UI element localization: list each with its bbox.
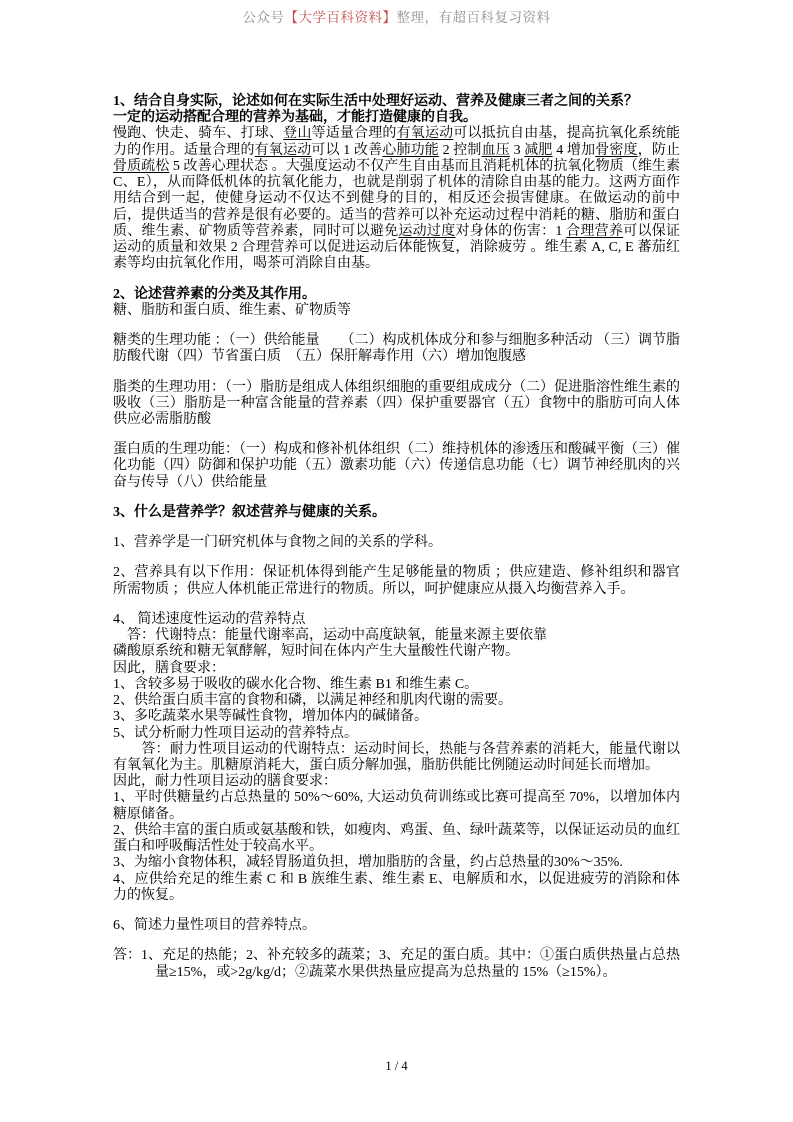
- text-run: 4 增加: [552, 142, 596, 158]
- paragraph: [113, 872, 680, 904]
- text-run: 答：代谢特点：能量代谢率高，运动中高度缺氧，能量来源主要依靠: [113, 628, 547, 644]
- text-run: 1、平时供糖量约占总热量的 50%～60%, 大运动负荷训练或比赛可提高至 70%，以增加体内糖原储备。: [113, 790, 680, 822]
- text-run: 3、什么是营养学？叙述营养与健康的关系。: [113, 504, 386, 520]
- text-run: 等适量合理的: [311, 126, 397, 142]
- paragraph: [113, 644, 680, 660]
- text-run: 2、供给蛋白质丰富的食物和磷，以满足神经和肌肉代谢的需要。: [113, 693, 512, 709]
- paragraph: [113, 661, 680, 677]
- question-heading: [113, 505, 680, 521]
- text-run: ，防止: [637, 142, 681, 158]
- text-run: 有氧运动: [396, 126, 454, 142]
- text-run: 2、供给丰富的蛋白质或氨基酸和铁，如瘦肉、鸡蛋、鱼、绿叶蔬菜等，以保证运动员的血红蛋白和呼吸酶活性处于较高水平。: [113, 822, 680, 855]
- text-run: 有氧运动: [254, 142, 312, 158]
- paragraph: [113, 333, 680, 365]
- text-run: 3、为缩小食物体积，减轻胃肠道负担，增加脂肪的含量，约占总热量的30%～35%.: [113, 855, 623, 871]
- text-run: 合理营养: [566, 223, 624, 239]
- paragraph: [113, 742, 680, 774]
- paragraph: [113, 774, 680, 790]
- paragraph: [113, 693, 680, 709]
- text-run: 答：耐力性项目运动的代谢特点：运动时间长，热能与各营养素的消耗大，能量代谢以有氧氧化为主。肌糖原消耗大，蛋白质分解加强，脂肪供能比例随运动时间延长而增加。: [113, 741, 680, 773]
- paragraph: [113, 380, 680, 429]
- text-run: 运动过度: [398, 223, 456, 239]
- text-run: 血压: [481, 142, 510, 158]
- text-run: 可以保证运动的质量和效果 2 合理营养可以促进运动后体能恢复，消除疲劳 。维生素 A, C, E 蕃茄红素等均由抗氧化作用，喝茶可消除自由基。: [113, 223, 681, 272]
- text-run: 骨密度: [595, 142, 638, 158]
- text-run: 4、应供给充足的维生素 C 和 B 族维生素、维生素 E、电解质和水，以促进疲劳的消除和体力的恢复。: [113, 871, 680, 903]
- header-text-run: 整理，有超百科复习资料: [396, 10, 551, 25]
- text-run: 因此，膳食要求：: [113, 660, 225, 676]
- text-run: 蛋白质的生理功能：（一）构成和修补机体组织（二）维持机体的渗透压和酸碱平衡（三）催化功能（四）防御和保护功能（五）激素功能（六）传递信息功能（七）调节神经肌肉的兴奋与传导（八）供给能量: [113, 442, 680, 490]
- text-run: 3、多吃蔬菜水果等碱性食物，增加体内的碱储备。: [113, 709, 428, 725]
- text-run: 骨质疏松: [113, 158, 170, 174]
- header-text-run: 【大学百科资料】: [284, 10, 397, 25]
- paragraph: [113, 918, 680, 934]
- text-run: 心肺功能: [382, 142, 439, 158]
- paragraph: [113, 110, 680, 126]
- page-number: 1 / 4: [385, 1059, 408, 1073]
- page-header: [0, 6, 793, 26]
- text-run: 糖、脂肪和蛋白质、维生素、矿物质等: [113, 302, 351, 318]
- paragraph: [113, 612, 680, 628]
- text-run: 脂类的生理功用：（一）脂肪是组成人体组织细胞的重要组成成分（二）促进脂溶性维生素的吸收（三）脂肪是一种富含能量的营养素（四）保护重要器官（五）食物中的脂肪可向人体供应必需脂肪酸: [113, 379, 680, 427]
- question-heading: [113, 94, 680, 110]
- text-run: 1、含较多易于吸收的碳水化合物、维生素 B1 和维生素 C。: [113, 676, 479, 692]
- text-run: 2、营养具有以下作用：保证机体得到能产生足够能量的物质 ；供应建造、修补组织和器官所需物质 ；供应人体机能正常进行的物质。所以，呵护健康应从摄入均衡营养入手。: [113, 565, 680, 597]
- text-run: 慢跑、快走、骑车、打球、: [113, 126, 284, 142]
- text-run: 2、论述营养素的分类及其作用。: [113, 286, 316, 302]
- text-run: 1、营养学是一门研究机体与食物之间的关系的学科。: [113, 535, 442, 551]
- text-run: 减肥: [524, 142, 553, 158]
- text-run: 糖类的生理功能 ：（一）供给能量 （二）构成机体成分和参与细胞多种活动 （三）调节脂肪酸代谢（四）节省蛋白质 （五）保肝解毒作用（六）增加饱腹感: [113, 333, 680, 365]
- text-run: 6、简述力量性项目的营养特点。: [113, 918, 316, 934]
- paragraph: [113, 126, 680, 272]
- paragraph: [113, 823, 680, 855]
- header-text-run: 公众号: [242, 10, 285, 25]
- text-run: 可以抵抗自由基，提高抗氧化系统能力的作用。适量合理的: [113, 126, 681, 158]
- question-heading: [113, 287, 680, 303]
- text-run: 1、结合自身实际，论述如何在实际生活中处理好运动、营养及健康三者之间的关系？: [113, 94, 638, 109]
- paragraph: [113, 565, 680, 597]
- text-run: 登山: [283, 126, 312, 142]
- paragraph: [113, 303, 680, 319]
- paragraph: [113, 948, 680, 980]
- document-body: [113, 94, 680, 981]
- text-run: 3: [509, 142, 525, 158]
- text-run: 答：1、充足的热能；2、补充较多的蔬菜；3、充足的蛋白质。其中：①蛋白质供热量占总热量≥15%，或>2g/kg/d；②蔬菜水果供热量应提高为总热量的 15%（≥15%）。: [113, 948, 680, 980]
- paragraph: [113, 442, 680, 491]
- text-run: 因此，耐力性项目运动的膳食要求：: [113, 774, 337, 790]
- text-run: 可以 1 改善: [311, 142, 383, 158]
- text-run: 4、 简述速度性运动的营养特点: [113, 611, 306, 627]
- paragraph: [113, 677, 680, 693]
- paragraph: [113, 855, 680, 871]
- text-run: 5 改善心理状态 。大强度运动不仅产生自由基而且消耗机体的抗氧化物质（维生素 C、E），从而降低机体的抗氧化能力，也就是削弱了机体的清除自由基的能力。这两方面作用结合到一起，使健身运动不仅达不到健身的目的，相反还会损害健康。在做运动的前中后，提供适当的营养是很有必要的。适当的营养可以补充运动过程中消耗的糖、脂肪和蛋白质、维生素、矿物质等营养素，同时可以避免: [113, 158, 681, 239]
- paragraph: [113, 726, 680, 742]
- paragraph: [113, 535, 680, 551]
- paragraph: [113, 790, 680, 822]
- text-run: 对身体的伤害：1: [455, 223, 567, 239]
- paragraph: [113, 709, 680, 725]
- text-run: 2 控制: [438, 142, 482, 158]
- text-run: 5、试分析耐力性项目运动的营养特点。: [113, 725, 358, 741]
- text-run: 磷酸原系统和糖无氧酵解，短时间在体内产生大量酸性代谢产物。: [113, 644, 519, 660]
- text-run: 一定的运动搭配合理的营养为基础，才能打造健康的自我。: [113, 110, 477, 126]
- paragraph: [113, 628, 680, 644]
